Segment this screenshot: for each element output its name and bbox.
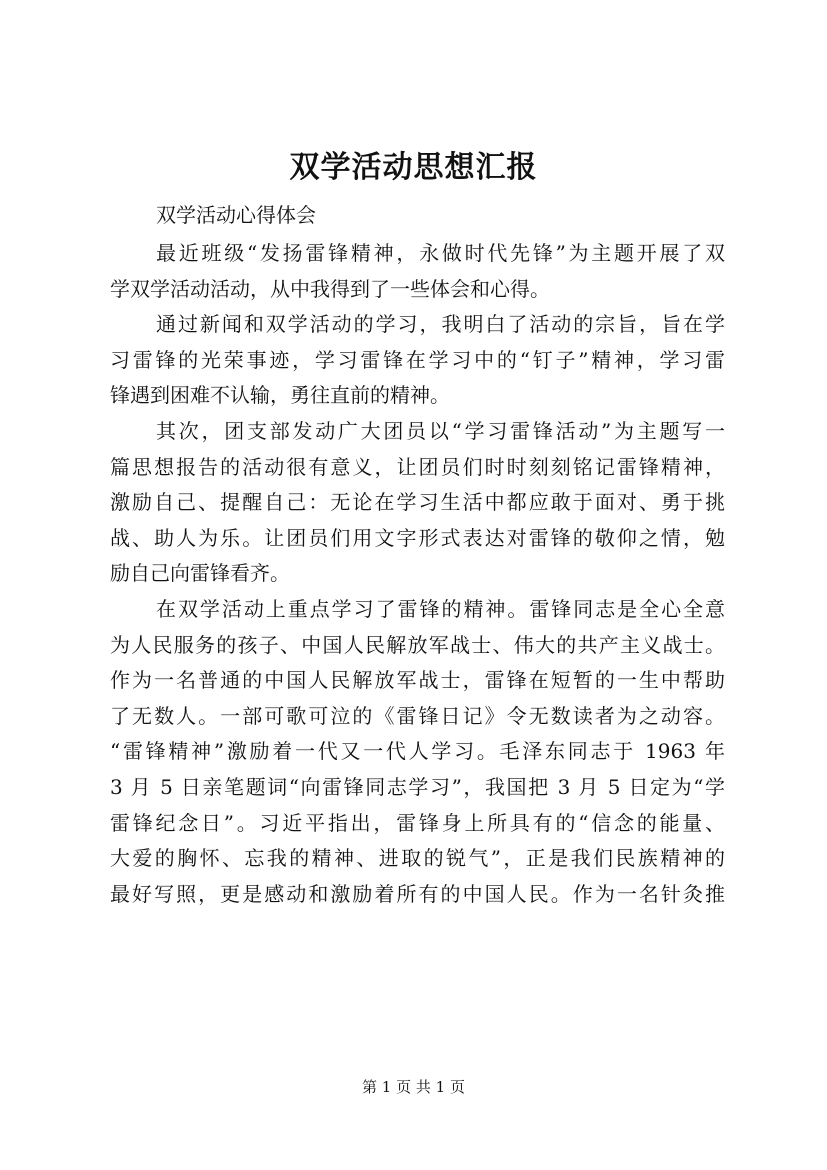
page-number-footer: 第 1 页 共 1 页: [362, 1078, 465, 1096]
document-title: 双学活动思想汇报: [289, 150, 538, 185]
document-subtitle: 双学活动心得体会: [156, 203, 316, 227]
text-line: 励自己向雷锋看齐。: [110, 561, 290, 586]
text-line: 在双学活动上重点学习了雷锋的精神。雷锋同志是全心全意: [156, 596, 725, 621]
document-body: [110, 236, 725, 912]
text-line: 学双学活动活动，从中我得到了一些体会和心得。: [110, 276, 550, 301]
text-line: 最好写照，更是感动和激励着所有的中国人民。作为一名针灸推: [110, 881, 725, 906]
text-line: 篇思想报告的活动很有意义，让团员们时时刻刻铭记雷锋精神，: [110, 454, 725, 479]
text-line: 其次，团支部发动广大团员以“学习雷锋活动”为主题写一: [156, 418, 725, 443]
text-line: 通过新闻和双学活动的学习，我明白了活动的宗旨，旨在学: [156, 312, 725, 337]
text-line: 为人民服务的孩子、中国人民解放军战士、伟大的共产主义战士。: [110, 632, 725, 657]
paragraph-2: [110, 307, 725, 414]
text-line: 作为一名普通的中国人民解放军战士，雷锋在短暂的一生中帮助: [110, 668, 725, 693]
paragraph-1: [110, 236, 725, 307]
paragraph-3: [110, 414, 725, 592]
text-line: 习雷锋的光荣事迹，学习雷锋在学习中的“钉子”精神，学习雷: [110, 347, 725, 372]
text-line: 激励自己、提醒自己：无论在学习生活中都应敢于面对、勇于挑: [110, 490, 725, 515]
text-line: 3 月 5 日亲笔题词“向雷锋同志学习”，我国把 3 月 5 日定为“学: [110, 774, 725, 799]
text-line: 战、助人为乐。让团员们用文字形式表达对雷锋的敬仰之情，勉: [110, 525, 725, 550]
text-line: 最近班级“发扬雷锋精神，永做时代先锋”为主题开展了双: [156, 241, 725, 265]
text-line: 雷锋纪念日”。习近平指出，雷锋身上所具有的“信念的能量、: [110, 810, 725, 835]
text-line: 锋遇到困难不认输，勇往直前的精神。: [110, 383, 450, 408]
paragraph-4: [110, 592, 725, 912]
text-line: 大爱的胸怀、忘我的精神、进取的锐气”，正是我们民族精神的: [110, 846, 725, 871]
text-line: 了无数人。一部可歌可泣的《雷锋日记》令无数读者为之动容。: [110, 703, 725, 728]
text-line: “雷锋精神”激励着一代又一代人学习。毛泽东同志于 1963 年: [110, 739, 725, 764]
